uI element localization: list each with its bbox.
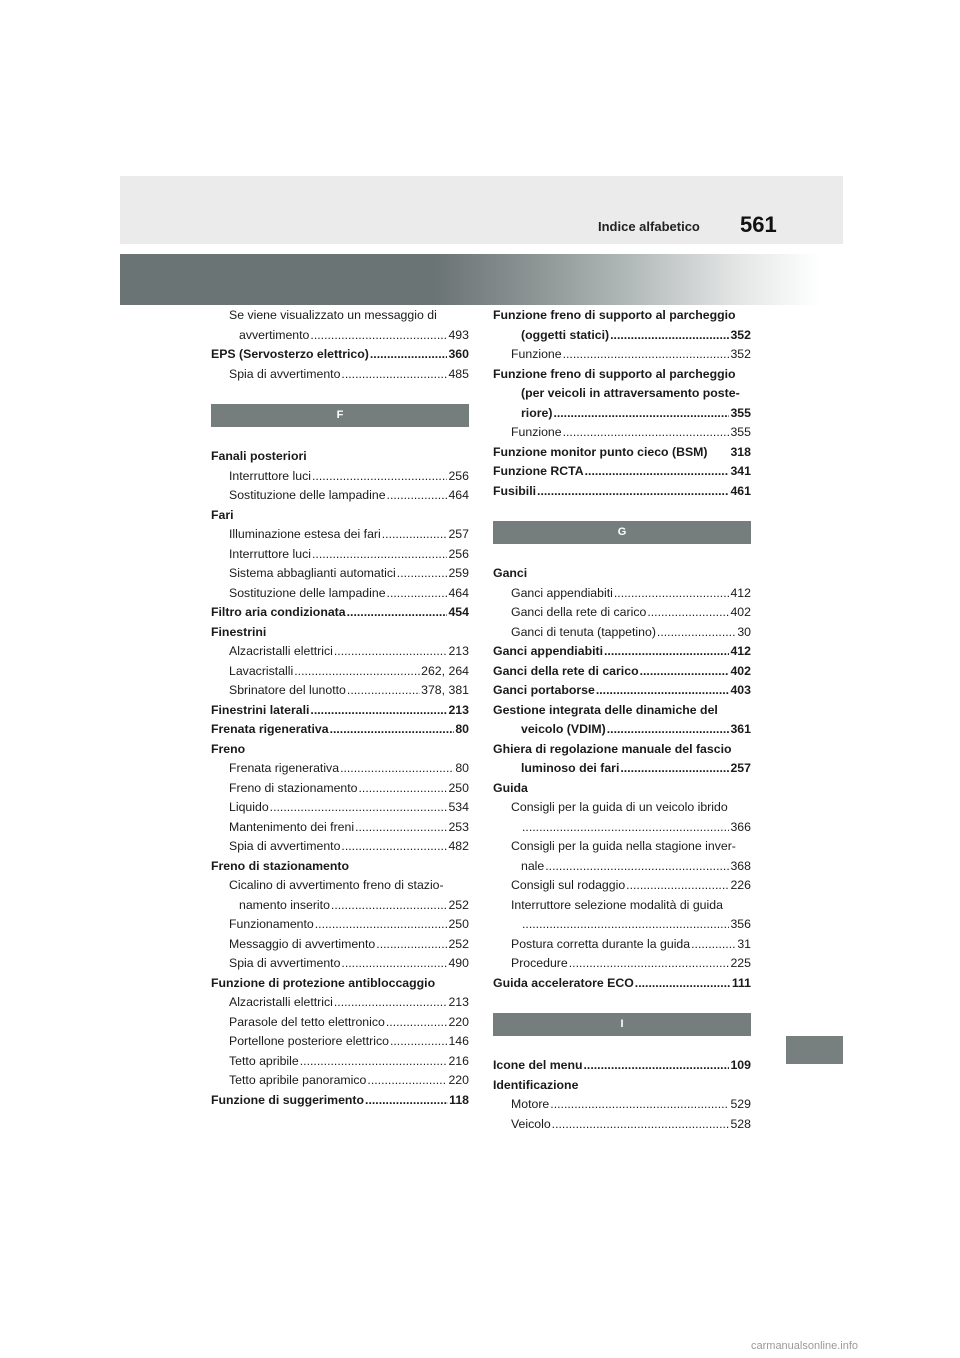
entry-label: Spia di avvertimento <box>229 956 341 970</box>
index-entry <box>493 642 751 662</box>
index-subentry <box>211 545 469 565</box>
page-number: 561 <box>740 212 777 237</box>
index-subentry <box>211 326 469 346</box>
page-reference: 403 <box>730 683 751 697</box>
dot-leader <box>620 759 729 779</box>
entry-label: Spia di avvertimento <box>229 839 341 853</box>
page-reference: 454 <box>448 605 469 619</box>
dot-leader <box>635 974 731 994</box>
page-reference: 256 <box>448 468 469 483</box>
dot-leader <box>347 681 420 701</box>
index-heading: Freno <box>211 741 246 756</box>
entry-label: Tetto apribile panoramico <box>229 1073 367 1087</box>
section-title: Indice alfabetico <box>598 219 700 234</box>
page-reference: 464 <box>448 585 469 600</box>
index-letter-header: F <box>211 404 469 427</box>
page-reference: 256 <box>448 546 469 561</box>
dot-leader <box>334 642 448 662</box>
entry-label: Funzione RCTA <box>493 464 584 478</box>
page-reference: 318 <box>730 444 751 459</box>
index-entry <box>493 462 751 482</box>
page-reference: 253 <box>448 819 469 834</box>
index-heading: Funzione freno di supporto al parcheggio <box>493 308 736 322</box>
index-subentry <box>211 1032 469 1052</box>
dot-leader <box>640 662 730 682</box>
index-subentry <box>493 876 751 896</box>
page-reference: 461 <box>730 483 751 498</box>
dot-leader <box>387 486 448 506</box>
index-subentry-text: Se viene visualizzato un messaggio di <box>229 308 437 322</box>
index-subentry <box>493 603 751 623</box>
entry-label: Alzacristalli elettrici <box>229 995 333 1009</box>
dot-leader <box>310 701 447 721</box>
page-reference: 528 <box>730 1116 751 1131</box>
dot-leader <box>312 467 447 487</box>
dot-leader <box>614 584 730 604</box>
index-heading: Freno di stazionamento <box>211 858 350 873</box>
index-subentry <box>211 467 469 487</box>
entry-label: Procedure <box>511 956 568 970</box>
dot-leader <box>341 837 447 857</box>
page-reference: 213 <box>448 995 469 1009</box>
index-entry <box>493 443 751 463</box>
index-column-left <box>211 306 469 1110</box>
entry-label: Consigli sul rodaggio <box>511 878 626 892</box>
index-subentry <box>493 1115 751 1135</box>
page-reference: 213 <box>448 644 469 658</box>
entry-label: Sostituzione delle lampadine <box>229 585 386 600</box>
dot-leader <box>382 525 448 545</box>
dot-leader <box>359 779 448 799</box>
index-subentry <box>211 954 469 974</box>
entry-label: Icone del menu <box>493 1058 583 1072</box>
index-subentry <box>493 954 751 974</box>
dot-leader <box>347 603 448 623</box>
dot-leader <box>553 404 729 424</box>
index-subentry <box>493 345 751 365</box>
page-reference: 213 <box>448 702 469 717</box>
entry-label: Funzione di suggerimento <box>211 1092 365 1107</box>
index-entry <box>493 1056 751 1076</box>
index-heading: Funzione freno di supporto al parcheggio <box>493 366 736 381</box>
dot-leader <box>610 326 729 346</box>
index-heading: Gestione integrata delle dinamiche del <box>493 702 718 717</box>
index-heading: Identificazione <box>493 1077 579 1092</box>
index-subentry <box>211 915 469 935</box>
index-subentry <box>493 720 751 740</box>
page-reference: 146 <box>448 1034 469 1048</box>
dot-leader <box>312 545 447 565</box>
dot-leader <box>397 564 448 584</box>
dot-leader <box>300 1052 448 1072</box>
entry-label: Frenata rigenerativa <box>211 722 329 736</box>
entry-label: Illuminazione estesa dei fari <box>229 527 381 541</box>
page-reference: 482 <box>448 839 469 853</box>
page-reference: 109 <box>730 1058 751 1072</box>
index-subentry <box>493 935 751 955</box>
dot-leader <box>331 896 448 916</box>
dot-leader <box>584 1056 730 1076</box>
entry-label: Ganci di tenuta (tappetino) <box>511 624 656 639</box>
entry-label: Liquido <box>229 800 269 814</box>
dot-leader <box>330 720 455 740</box>
index-entry <box>493 662 751 682</box>
entry-label: Veicolo <box>511 1116 551 1131</box>
dot-leader <box>355 818 447 838</box>
dot-leader <box>390 1032 448 1052</box>
index-subentry <box>493 915 751 935</box>
entry-label: Motore <box>511 1097 550 1111</box>
header-band <box>120 176 843 244</box>
page-reference: 225 <box>730 956 751 970</box>
index-subentry <box>493 326 751 346</box>
index-subentry <box>211 564 469 584</box>
page-reference: 250 <box>448 917 469 931</box>
page-reference: 355 <box>730 405 751 420</box>
entry-label: Sostituzione delle lampadine <box>229 488 386 502</box>
entry-label: Interruttore luci <box>229 546 312 561</box>
entry-label: nale <box>521 858 545 873</box>
dot-leader <box>310 326 447 346</box>
watermark: carmanualsonline.info <box>751 1340 859 1352</box>
page-reference: 31 <box>737 936 751 951</box>
index-subentry <box>211 837 469 857</box>
entry-label: Sistema abbaglianti automatici <box>229 566 396 580</box>
dot-leader <box>657 623 736 643</box>
dot-leader <box>365 1091 448 1111</box>
index-subentry <box>493 1095 751 1115</box>
page-reference: 493 <box>448 327 469 342</box>
dot-leader <box>522 818 729 838</box>
index-subentry <box>493 818 751 838</box>
dot-leader <box>647 603 729 623</box>
dot-leader <box>340 759 454 779</box>
index-subentry-text: Interruttore selezione modalità di guida <box>511 897 723 912</box>
page-reference: 355 <box>730 425 751 439</box>
entry-label: Lavacristalli <box>229 663 294 678</box>
page-reference: 361 <box>730 722 751 736</box>
index-subentry <box>211 818 469 838</box>
entry-label: Sbrinatore del lunotto <box>229 683 346 697</box>
dot-leader <box>334 993 448 1013</box>
decorative-gradient-band <box>120 254 820 305</box>
page-reference: 252 <box>448 897 469 912</box>
entry-label: Filtro aria condizionata <box>211 605 346 619</box>
page-reference: 360 <box>448 347 469 361</box>
index-subentry <box>493 623 751 643</box>
index-subentry-text: Consigli per la guida di un veicolo ibrido <box>511 800 728 814</box>
page-reference: 80 <box>455 761 469 775</box>
page-reference: 529 <box>730 1097 751 1111</box>
page-reference: 534 <box>448 800 469 814</box>
chapter-side-tab <box>786 1036 843 1064</box>
page-reference: 366 <box>730 819 751 834</box>
entry-label: luminoso dei fari <box>521 761 620 775</box>
entry-label: Funzionamento <box>229 917 314 931</box>
entry-label: Ganci appendiabiti <box>511 585 613 600</box>
page-reference: 250 <box>448 780 469 795</box>
dot-leader <box>596 681 730 701</box>
page-reference: 378, 381 <box>421 683 469 697</box>
entry-label: Funzione monitor punto cieco (BSM) <box>493 444 708 459</box>
index-subentry <box>493 584 751 604</box>
entry-label: riore) <box>521 405 553 420</box>
index-subentry-text: (per veicoli in attraversamento poste- <box>521 386 740 400</box>
dot-leader <box>691 935 736 955</box>
index-subentry <box>211 1013 469 1033</box>
entry-label: Ganci appendiabiti <box>493 644 604 658</box>
entry-label: Tetto apribile <box>229 1053 299 1068</box>
index-subentry <box>211 759 469 779</box>
entry-label: namento inserito <box>239 897 330 912</box>
page-reference: 412 <box>730 644 751 658</box>
entry-label: Parasole del tetto elettronico <box>229 1014 385 1029</box>
entry-label: Ganci della rete di carico <box>511 605 647 619</box>
dot-leader <box>563 423 730 443</box>
index-subentry <box>493 404 751 424</box>
entry-label: Interruttore luci <box>229 468 312 483</box>
page-reference: 368 <box>730 858 751 873</box>
page-reference: 257 <box>730 761 751 775</box>
entry-label: Finestrini laterali <box>211 702 310 717</box>
dot-leader <box>545 857 729 877</box>
entry-label: veicolo (VDIM) <box>521 722 606 736</box>
dot-leader <box>607 720 730 740</box>
index-entry <box>211 345 469 365</box>
page-reference: 464 <box>448 488 469 502</box>
dot-leader <box>386 1013 448 1033</box>
page-reference: 402 <box>730 605 751 619</box>
entry-label: Ganci della rete di carico <box>493 663 639 678</box>
page-reference: 356 <box>730 917 751 931</box>
dot-leader <box>315 915 448 935</box>
index-subentry <box>211 779 469 799</box>
page-reference: 30 <box>737 624 751 639</box>
page-reference: 220 <box>448 1014 469 1029</box>
index-subentry <box>211 584 469 604</box>
page-reference: 485 <box>448 366 469 381</box>
dot-leader <box>537 482 729 502</box>
index-entry <box>211 701 469 721</box>
index-subentry <box>211 935 469 955</box>
page-reference: 252 <box>448 936 469 951</box>
index-subentry <box>211 1071 469 1091</box>
page-reference: 259 <box>448 566 469 580</box>
page-reference: 341 <box>730 464 751 478</box>
entry-label: Mantenimento dei freni <box>229 819 355 834</box>
dot-leader <box>569 954 730 974</box>
page-reference: 216 <box>448 1053 469 1068</box>
index-entry <box>211 603 469 623</box>
index-heading: Ghiera di regolazione manuale del fascio <box>493 741 732 756</box>
index-heading: Guida <box>493 780 528 795</box>
index-entry <box>493 482 751 502</box>
index-subentry <box>211 486 469 506</box>
entry-label: Freno di stazionamento <box>229 780 358 795</box>
index-entry <box>493 974 751 994</box>
entry-label: Fusibili <box>493 483 537 498</box>
page-reference: 111 <box>731 975 751 990</box>
page-reference: 352 <box>730 347 751 361</box>
page-reference: 257 <box>448 527 469 541</box>
entry-label: Spia di avvertimento <box>229 366 341 381</box>
entry-label: Portellone posteriore elettrico <box>229 1034 389 1048</box>
index-entry <box>493 681 751 701</box>
dot-leader <box>376 935 447 955</box>
dot-leader <box>341 954 447 974</box>
dot-leader <box>552 1115 730 1135</box>
dot-leader <box>341 365 447 385</box>
dot-leader <box>550 1095 729 1115</box>
entry-label: Funzione <box>511 425 562 439</box>
index-subentry <box>211 896 469 916</box>
page-reference: 352 <box>730 327 751 342</box>
index-subentry-text: Cicalino di avvertimento freno di stazio- <box>229 878 444 892</box>
index-heading: Fanali posteriori <box>211 449 307 463</box>
dot-leader <box>370 345 448 365</box>
page-reference: 490 <box>448 956 469 970</box>
index-subentry <box>211 798 469 818</box>
entry-label: Messaggio di avvertimento <box>229 936 376 951</box>
page-reference: 262, 264 <box>421 663 469 678</box>
page-reference: 80 <box>455 722 469 736</box>
page-reference: 118 <box>449 1092 469 1107</box>
dot-leader <box>626 876 729 896</box>
entry-label: Postura corretta durante la guida <box>511 936 691 951</box>
index-subentry-text: Consigli per la guida nella stagione inver- <box>511 839 736 853</box>
page-reference: 412 <box>730 585 751 600</box>
dot-leader <box>563 345 730 365</box>
page-reference: 226 <box>730 878 751 892</box>
dot-leader <box>522 915 729 935</box>
index-entry <box>211 720 469 740</box>
entry-label: Guida acceleratore ECO <box>493 975 634 990</box>
index-heading: Finestrini <box>211 624 267 639</box>
index-subentry <box>211 993 469 1013</box>
index-subentry <box>211 642 469 662</box>
entry-label: Funzione <box>511 347 562 361</box>
dot-leader <box>367 1071 447 1091</box>
dot-leader <box>387 584 448 604</box>
index-subentry <box>211 365 469 385</box>
index-subentry <box>211 1052 469 1072</box>
dot-leader <box>585 462 730 482</box>
page-reference: 220 <box>448 1073 469 1087</box>
dot-leader <box>294 662 420 682</box>
index-heading: Ganci <box>493 566 528 580</box>
index-subentry <box>211 662 469 682</box>
index-letter-header: G <box>493 521 751 544</box>
index-subentry <box>211 525 469 545</box>
index-subentry <box>211 681 469 701</box>
index-subentry <box>493 759 751 779</box>
entry-label: (oggetti statici) <box>521 327 610 342</box>
dot-leader <box>604 642 729 662</box>
index-letter-header: I <box>493 1013 751 1036</box>
index-entry <box>211 1091 469 1111</box>
index-heading: Fari <box>211 507 234 522</box>
index-heading: Funzione di protezione antibloccaggio <box>211 975 436 990</box>
index-subentry <box>493 857 751 877</box>
entry-label: Alzacristalli elettrici <box>229 644 333 658</box>
index-column-right <box>493 306 751 1134</box>
index-subentry <box>493 423 751 443</box>
entry-label: EPS (Servosterzo elettrico) <box>211 347 369 361</box>
entry-label: Frenata rigenerativa <box>229 761 340 775</box>
page-reference: 402 <box>730 663 751 678</box>
dot-leader <box>270 798 448 818</box>
entry-label: avvertimento <box>239 327 310 342</box>
entry-label: Ganci portaborse <box>493 683 595 697</box>
